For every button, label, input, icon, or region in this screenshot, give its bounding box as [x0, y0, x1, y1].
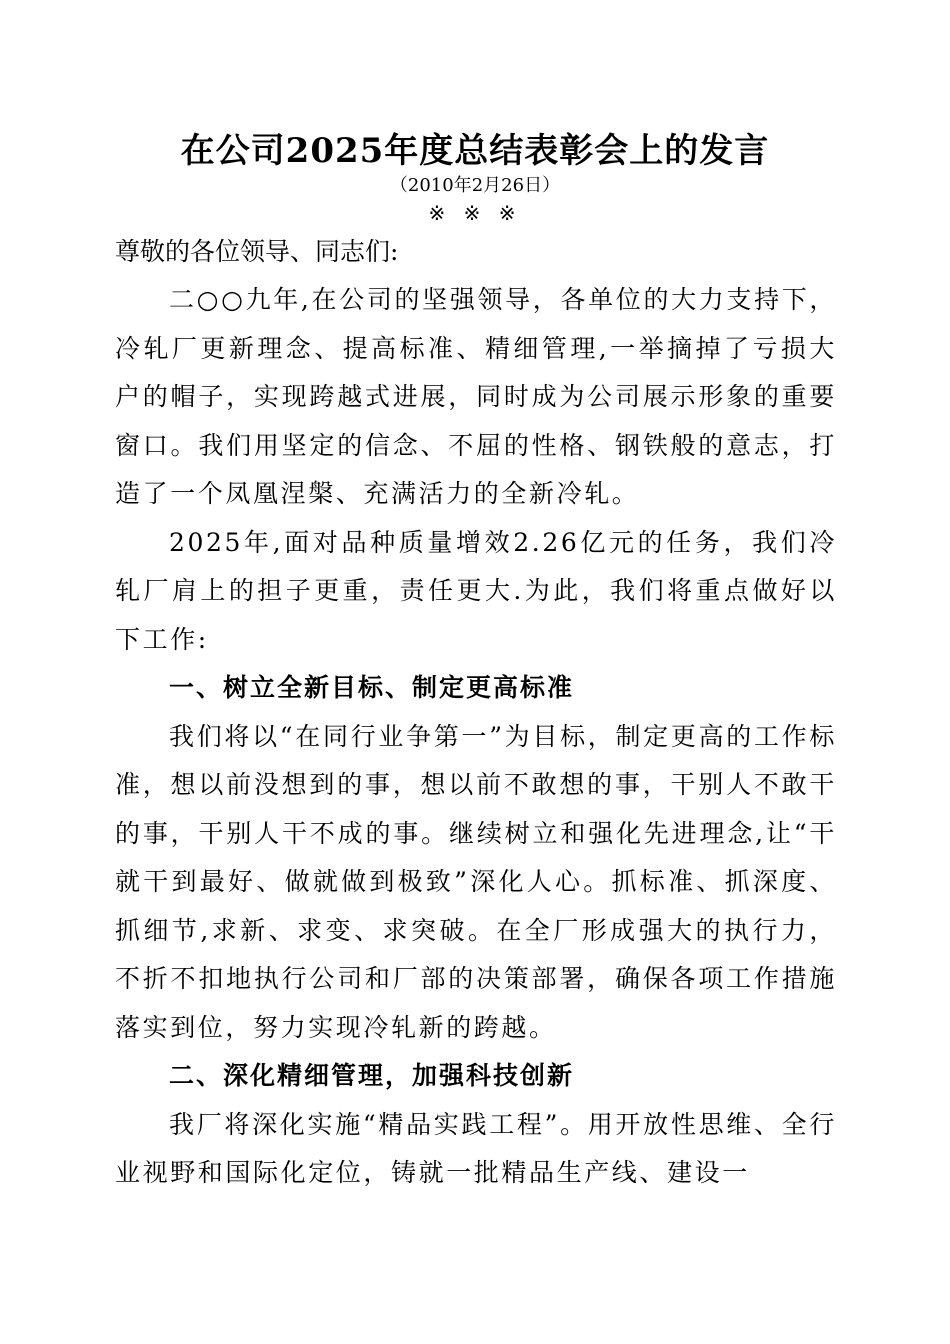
paragraph-intro: 二○○九年,在公司的坚强领导，各单位的大力支持下，冷轧厂更新理念、提高标准、精细管理,一举摘掉了亏损大户的帽子，实现跨越式进展，同时成为公司展示形象的重要窗口。我们用坚定的信念、不屈的性格、钢铁般的意志，打造了一个凤凰涅槃、充满活力的全新冷轧。	[115, 285, 837, 508]
section-paragraph-2: 我厂将深化实施“精品实践工程”。用开放性思维、全行业视野和国际化定位，铸就一批精品生产线、建设一	[115, 1109, 837, 1187]
document-title: 在公司2025年度总结表彰会上的发言	[180, 131, 770, 171]
salutation: 尊敬的各位领导、同志们:	[115, 237, 399, 266]
section-heading-1: 一、树立全新目标、制定更高标准	[169, 673, 575, 702]
document-body	[115, 276, 837, 1198]
decorative-marks: ※ ※ ※	[428, 201, 522, 225]
document-date: （2010年2月26日）	[389, 175, 561, 196]
section-paragraph-1: 我们将以“在同行业争第一”为目标，制定更高的工作标准，想以前没想到的事，想以前不敢想的事，干别人不敢干的事，干别人干不成的事。继续树立和强化先进理念,让“干就干到最好、做就做到极致”深化人心。抓标准、抓深度、抓细节,求新、求变、求突破。在全厂形成强大的执行力，不折不扣地执行公司和厂部的决策部署，确保各项工作措施落实到位，努力实现冷轧新的跨越。	[115, 721, 837, 1042]
section-heading-2: 二、深化精细管理，加强科技创新	[169, 1061, 575, 1090]
paragraph-task: 2025年,面对品种质量增效2.26亿元的任务，我们冷轧厂肩上的担子更重，责任更大.为此，我们将重点做好以下工作:	[115, 527, 837, 654]
